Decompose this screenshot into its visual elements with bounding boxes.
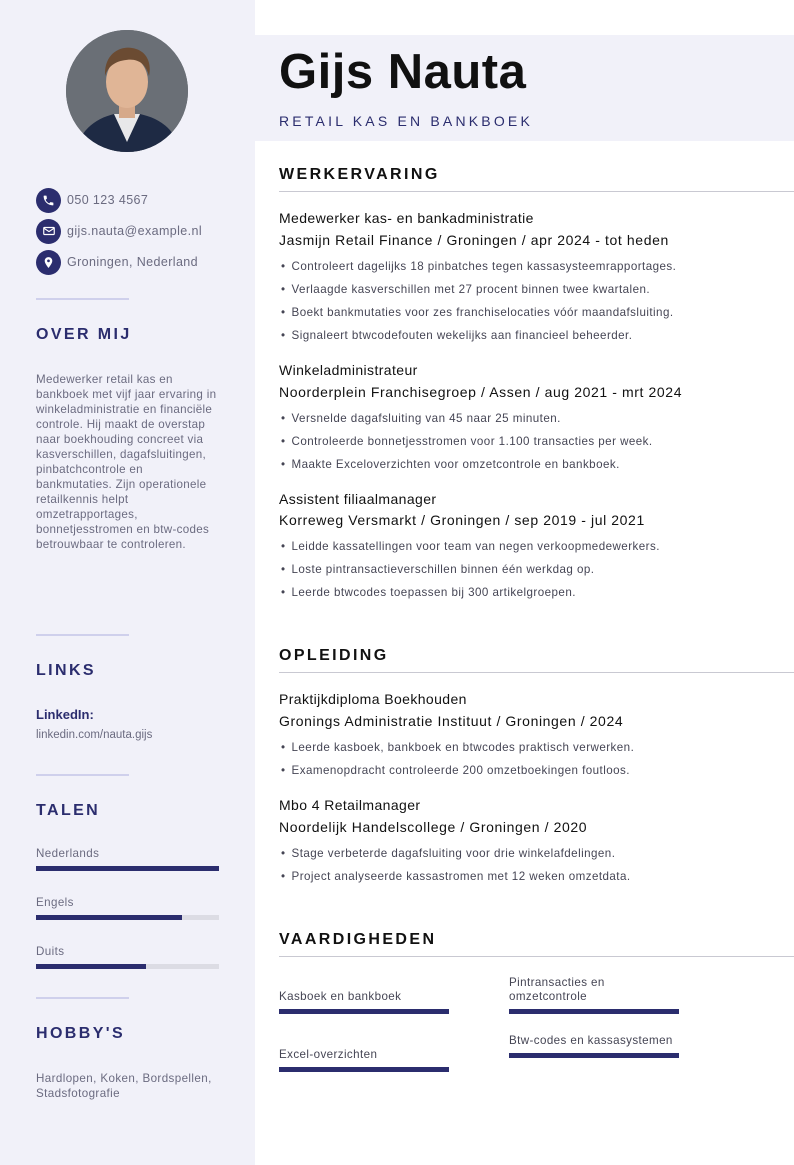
language-level-bar <box>36 964 219 969</box>
contact-email[interactable] <box>36 218 202 244</box>
skill-item <box>279 990 449 1014</box>
education-bullet: • Project analyseerde kassastromen met 12 weken omzetdata. <box>281 870 631 883</box>
job-bullet: • Maakte Exceloverzichten voor omzetcontrole en bankboek. <box>281 458 620 471</box>
education-degree: Mbo 4 Retailmanager <box>279 797 421 813</box>
job-bullet: • Versnelde dagafsluiting van 45 naar 25 minuten. <box>281 412 561 425</box>
language-level-fill <box>36 964 146 969</box>
education-bullet: • Leerde kasboek, bankboek en btwcodes praktisch verwerken. <box>281 741 634 754</box>
email-text[interactable]: gijs.nauta@example.nl <box>67 224 203 238</box>
language-level-bar <box>36 866 219 871</box>
job-bullet: • Signaleert btwcodefouten wekelijks aan financieel beheerder. <box>281 329 632 342</box>
language-level-fill <box>36 866 219 871</box>
job-bullet: • Leerde btwcodes toepassen bij 300 artikelgroepen. <box>281 586 576 599</box>
location-text: Groningen, Nederland <box>67 255 198 269</box>
job-bullet: • Controleert dagelijks 18 pinbatches tegen kassasysteemrapportages. <box>281 260 676 273</box>
skill-name: Btw-codes en kassasystemen <box>509 1034 673 1047</box>
job-company: Jasmijn Retail Finance / Groningen / apr 2024 - tot heden <box>279 232 669 248</box>
education-degree: Praktijkdiploma Boekhouden <box>279 691 467 707</box>
hobbies-heading: HOBBY'S <box>36 1025 126 1042</box>
linkedin-link[interactable]: linkedin.com/nauta.gijs <box>36 729 153 741</box>
hobbies-text: Hardlopen, Koken, Bordspellen, Stadsfotografie <box>36 1072 212 1100</box>
skill-bar <box>509 1053 679 1058</box>
job-role: Medewerker kas- en bankadministratie <box>279 210 534 226</box>
section-rule <box>279 191 794 192</box>
skill-item <box>509 1034 679 1058</box>
language-name: Duits <box>36 945 65 958</box>
education-bullet: • Examenopdracht controleerde 200 omzetboekingen foutloos. <box>281 764 630 777</box>
job-bullet: • Leidde kassatellingen voor team van negen verkoopmedewerkers. <box>281 540 660 553</box>
contact-location <box>36 249 198 275</box>
skill-bar <box>279 1009 449 1014</box>
job-bullet: • Controleerde bonnetjesstromen voor 1.100 transacties per week. <box>281 435 653 448</box>
about-text: Medewerker retail kas en bankboek met vijf jaar ervaring in winkeladministratie en financiële controle. Hij maakt de overstap naar boekhouding concreet via kasverschillen, dagafsluitingen, pinbatchcontrole en bankmutaties. Zijn operationele retailkennis helpt omzetrapportages, bonnetjesstromen en btw-codes betrouwbaar te controleren. <box>36 373 217 551</box>
sidebar-divider <box>36 634 129 636</box>
job-bullet: • Verlaagde kasverschillen met 27 procent binnen twee kwartalen. <box>281 283 650 296</box>
language-level-fill <box>36 915 182 920</box>
skill-item <box>509 976 679 1014</box>
section-rule <box>279 956 794 957</box>
education-heading: OPLEIDING <box>279 647 389 664</box>
person-title: RETAIL KAS EN BANKBOEK <box>279 113 534 129</box>
profile-photo <box>66 30 188 152</box>
person-name: Gijs Nauta <box>279 45 527 99</box>
sidebar <box>0 0 255 1165</box>
contact-phone <box>36 187 148 213</box>
language-level-bar <box>36 915 219 920</box>
languages-heading: TALEN <box>36 802 101 819</box>
experience-heading: WERKERVARING <box>279 166 440 183</box>
skill-name: Excel-overzichten <box>279 1048 378 1061</box>
job-role: Winkeladministrateur <box>279 362 418 378</box>
education-school: Gronings Administratie Instituut / Groningen / 2024 <box>279 713 624 729</box>
skill-name: Pintransacties en omzetcontrole <box>509 976 605 1003</box>
skills-heading: VAARDIGHEDEN <box>279 931 437 948</box>
education-bullet: • Stage verbeterde dagafsluiting voor drie winkelafdelingen. <box>281 847 615 860</box>
sidebar-divider <box>36 997 129 999</box>
skill-name: Kasboek en bankboek <box>279 990 402 1003</box>
job-company: Korreweg Versmarkt / Groningen / sep 2019 - jul 2021 <box>279 512 645 528</box>
about-heading: OVER MIJ <box>36 326 132 343</box>
linkedin-label: LinkedIn: <box>36 707 94 722</box>
phone-text: 050 123 4567 <box>67 193 149 207</box>
job-bullet: • Boekt bankmutaties voor zes franchiselocaties vóór maandafsluiting. <box>281 306 674 319</box>
skill-bar <box>509 1009 679 1014</box>
mail-icon <box>36 219 61 244</box>
profile-photo-image <box>66 30 188 152</box>
sidebar-divider <box>36 298 129 300</box>
links-heading: LINKS <box>36 662 96 679</box>
job-role: Assistent filiaalmanager <box>279 491 437 507</box>
skill-bar <box>279 1067 449 1072</box>
section-rule <box>279 672 794 673</box>
sidebar-divider <box>36 774 129 776</box>
phone-icon <box>36 188 61 213</box>
location-pin-icon <box>36 250 61 275</box>
language-name: Nederlands <box>36 847 100 860</box>
education-school: Noordelijk Handelscollege / Groningen / 2020 <box>279 819 588 835</box>
job-bullet: • Loste pintransactieverschillen binnen één werkdag op. <box>281 563 594 576</box>
job-company: Noorderplein Franchisegroep / Assen / aug 2021 - mrt 2024 <box>279 384 683 400</box>
skill-item <box>279 1048 449 1072</box>
language-name: Engels <box>36 896 74 909</box>
